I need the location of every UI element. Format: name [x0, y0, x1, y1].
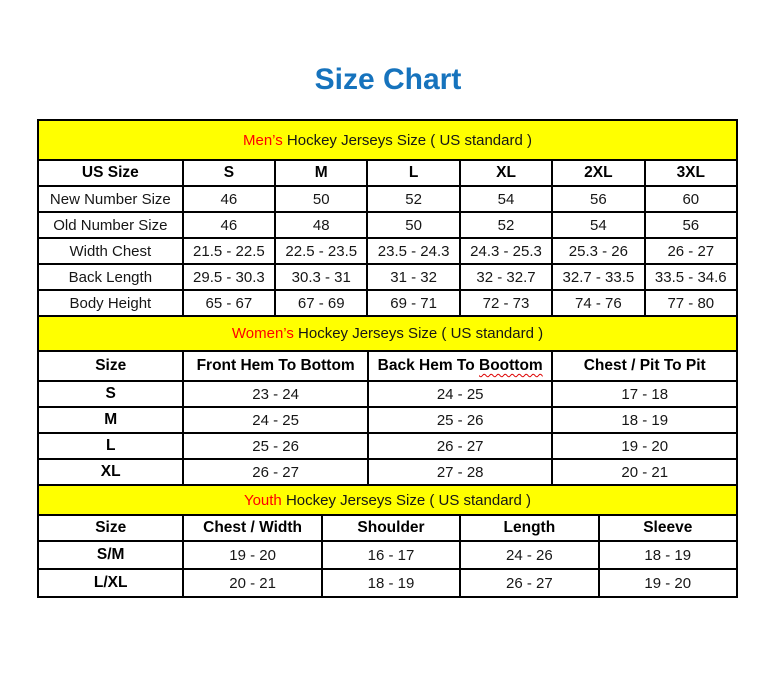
- table-row: [38, 459, 737, 485]
- table-row: [38, 569, 737, 597]
- table-row: [38, 186, 737, 212]
- mens-cell: 29.5 - 30.3: [183, 264, 275, 290]
- mens-section-heading: [38, 120, 737, 160]
- mens-column-header-row: [38, 160, 737, 186]
- youth-cell: 19 - 20: [183, 541, 321, 569]
- youth-section-accent: Youth: [243, 491, 282, 509]
- womens-cell: 17 - 18: [552, 381, 737, 407]
- womens-cell: 26 - 27: [183, 459, 368, 485]
- mens-cell: 22.5 - 23.5: [275, 238, 367, 264]
- mens-section-row: [38, 120, 737, 160]
- youth-col-header-size: Size: [38, 515, 183, 541]
- mens-col-header-xl: XL: [460, 160, 552, 186]
- womens-row-label: M: [38, 407, 183, 433]
- womens-col-header-back-hem: [368, 351, 553, 381]
- mens-cell: 21.5 - 22.5: [183, 238, 275, 264]
- mens-cell: 52: [367, 186, 459, 212]
- youth-col-header-sleeve: Sleeve: [599, 515, 737, 541]
- womens-col-header-front-hem: Front Hem To Bottom: [183, 351, 368, 381]
- youth-cell: 20 - 21: [183, 569, 321, 597]
- youth-column-header-row: [38, 515, 737, 541]
- youth-section-row: [38, 485, 737, 515]
- table-row: [38, 381, 737, 407]
- mens-cell: 33.5 - 34.6: [645, 264, 737, 290]
- mens-row-label: New Number Size: [38, 186, 183, 212]
- mens-row-label: Old Number Size: [38, 212, 183, 238]
- youth-cell: 16 - 17: [322, 541, 460, 569]
- womens-row-label: XL: [38, 459, 183, 485]
- youth-col-header-chest-width: Chest / Width: [183, 515, 321, 541]
- misspelled-word: Boottom: [479, 357, 543, 374]
- mens-col-header-2xl: 2XL: [552, 160, 644, 186]
- womens-cell: 25 - 26: [183, 433, 368, 459]
- youth-size-table: [37, 484, 738, 598]
- mens-cell: 77 - 80: [645, 290, 737, 316]
- mens-col-header-m: M: [275, 160, 367, 186]
- mens-col-header-us-size: US Size: [38, 160, 183, 186]
- mens-row-label: Back Length: [38, 264, 183, 290]
- womens-cell: 23 - 24: [183, 381, 368, 407]
- mens-cell: 50: [367, 212, 459, 238]
- youth-cell: 19 - 20: [599, 569, 737, 597]
- youth-cell: 18 - 19: [322, 569, 460, 597]
- mens-cell: 65 - 67: [183, 290, 275, 316]
- mens-row-label: Body Height: [38, 290, 183, 316]
- mens-cell: 72 - 73: [460, 290, 552, 316]
- table-row: [38, 407, 737, 433]
- mens-cell: 30.3 - 31: [275, 264, 367, 290]
- womens-row-label: L: [38, 433, 183, 459]
- mens-cell: 25.3 - 26: [552, 238, 644, 264]
- womens-cell: 24 - 25: [183, 407, 368, 433]
- womens-cell: 20 - 21: [552, 459, 737, 485]
- mens-cell: 50: [275, 186, 367, 212]
- table-row: [38, 433, 737, 459]
- womens-col-header-size: Size: [38, 351, 183, 381]
- table-row: [38, 541, 737, 569]
- mens-section-accent: Men’s: [242, 131, 283, 149]
- table-row: [38, 212, 737, 238]
- womens-cell: 27 - 28: [368, 459, 553, 485]
- womens-section-heading-rest: Hockey Jerseys Size ( US standard ): [293, 325, 544, 342]
- table-row: [38, 238, 737, 264]
- womens-row-label: S: [38, 381, 183, 407]
- womens-section-heading: [38, 316, 737, 351]
- mens-cell: 26 - 27: [645, 238, 737, 264]
- mens-cell: 46: [183, 212, 275, 238]
- page-title: Size Chart: [314, 63, 462, 96]
- mens-col-header-l: L: [367, 160, 459, 186]
- table-row: [38, 290, 737, 316]
- womens-cell: 19 - 20: [552, 433, 737, 459]
- youth-col-header-shoulder: Shoulder: [322, 515, 460, 541]
- womens-cell: 24 - 25: [368, 381, 553, 407]
- mens-cell: 46: [183, 186, 275, 212]
- womens-section-accent: Women’s: [231, 325, 294, 342]
- womens-section-row: [38, 316, 737, 351]
- youth-section-heading: [38, 485, 737, 515]
- youth-col-header-length: Length: [460, 515, 598, 541]
- mens-row-label: Width Chest: [38, 238, 183, 264]
- mens-cell: 60: [645, 186, 737, 212]
- mens-cell: 69 - 71: [367, 290, 459, 316]
- mens-cell: 56: [645, 212, 737, 238]
- mens-col-header-3xl: 3XL: [645, 160, 737, 186]
- youth-row-label: L/XL: [38, 569, 183, 597]
- mens-section-heading-rest: Hockey Jerseys Size ( US standard ): [282, 131, 532, 149]
- womens-col-header-chest: Chest / Pit To Pit: [552, 351, 737, 381]
- mens-cell: 32 - 32.7: [460, 264, 552, 290]
- youth-cell: 18 - 19: [599, 541, 737, 569]
- mens-size-table: [37, 119, 738, 317]
- table-row: [38, 264, 737, 290]
- mens-cell: 74 - 76: [552, 290, 644, 316]
- mens-cell: 56: [552, 186, 644, 212]
- mens-cell: 32.7 - 33.5: [552, 264, 644, 290]
- womens-size-table: [37, 315, 738, 486]
- mens-cell: 52: [460, 212, 552, 238]
- mens-cell: 31 - 32: [367, 264, 459, 290]
- youth-cell: 24 - 26: [460, 541, 598, 569]
- mens-cell: 54: [552, 212, 644, 238]
- youth-row-label: S/M: [38, 541, 183, 569]
- mens-cell: 23.5 - 24.3: [367, 238, 459, 264]
- mens-cell: 24.3 - 25.3: [460, 238, 552, 264]
- womens-column-header-row: [38, 351, 737, 381]
- size-chart-tables: [0, 119, 776, 598]
- youth-cell: 26 - 27: [460, 569, 598, 597]
- womens-cell: 26 - 27: [368, 433, 553, 459]
- mens-cell: 54: [460, 186, 552, 212]
- mens-cell: 67 - 69: [275, 290, 367, 316]
- mens-col-header-s: S: [183, 160, 275, 186]
- back-hem-prefix: Back Hem To: [377, 357, 475, 374]
- womens-cell: 25 - 26: [368, 407, 553, 433]
- womens-cell: 18 - 19: [552, 407, 737, 433]
- mens-cell: 48: [275, 212, 367, 238]
- youth-section-heading-rest: Hockey Jerseys Size ( US standard ): [281, 491, 532, 509]
